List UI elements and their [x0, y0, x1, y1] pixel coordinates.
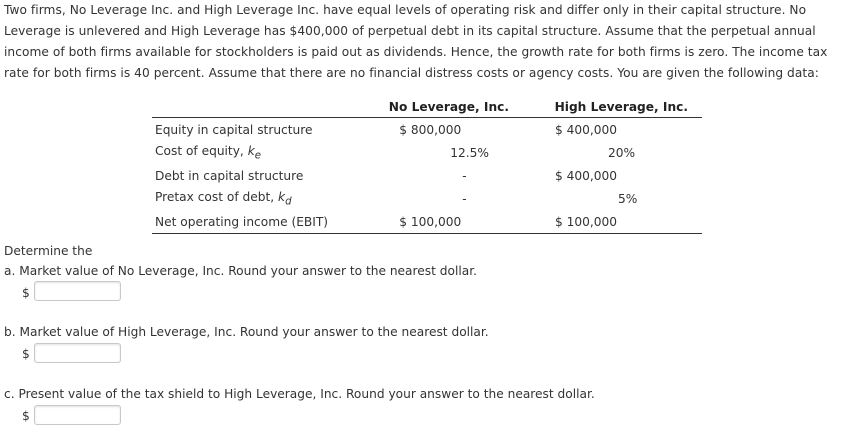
problem-statement: Two firms, No Leverage Inc. and High Leverage Inc. have equal levels of operating risk and differ only in their capital structure. No Leverage is unlevered and High Leverage has $400,000 of perpetual debt in its capital structure. Assume that the perpetual annual income of both firms available for stockholders is paid out as dividends. Hence, the growth rate for both firms is zero. The income tax rate for both firms is 40 percent. Assume that there are no financial distress costs or agency costs. You are given the following data: — [4, 3, 828, 80]
table-row — [152, 164, 702, 187]
table-header-high-leverage: High Leverage, Inc. — [509, 96, 702, 118]
row-label-debt: Debt in capital structure — [155, 168, 304, 183]
symbol-k: k — [247, 143, 255, 158]
no-leverage-equity-value: $ 800,000 — [399, 122, 462, 137]
symbol-subscript-e: e — [254, 150, 261, 162]
symbol-k: k — [278, 189, 286, 204]
no-leverage-debt-value: - — [462, 168, 467, 183]
table-row — [152, 210, 702, 234]
row-label-cost-of-equity: Cost of equity, $k_e$ — [155, 143, 261, 162]
table-row — [152, 187, 702, 210]
high-leverage-cost-of-debt-value: 5% — [618, 191, 638, 206]
no-leverage-cost-of-equity-value: 12.5% — [450, 145, 489, 160]
table-row — [152, 141, 702, 164]
currency-symbol-c: $ — [22, 409, 30, 423]
high-leverage-ebit-value: $ 100,000 — [555, 214, 618, 229]
determine-heading: Determine the — [4, 244, 93, 258]
data-table — [152, 96, 702, 234]
symbol-subscript-d: d — [285, 196, 292, 208]
no-leverage-ebit-value: $ 100,000 — [399, 214, 462, 229]
row-label-equity: Equity in capital structure — [155, 122, 313, 137]
answer-input-b[interactable] — [34, 343, 121, 363]
currency-symbol-b: $ — [22, 347, 30, 361]
high-leverage-equity-value: $ 400,000 — [555, 122, 618, 137]
high-leverage-cost-of-equity-value: 20% — [608, 145, 636, 160]
table-header-row — [152, 96, 702, 118]
no-leverage-cost-of-debt-value: - — [462, 191, 467, 206]
table-header-no-leverage: No Leverage, Inc. — [356, 96, 509, 118]
row-label-pretax-cost-of-debt: Pretax cost of debt, $k_d$ — [155, 189, 292, 208]
currency-symbol-a: $ — [22, 286, 30, 300]
answer-input-a[interactable] — [34, 281, 121, 301]
table-header-blank — [152, 96, 356, 118]
question-b-text: b. Market value of High Leverage, Inc. Round your answer to the nearest dollar. — [4, 325, 489, 339]
question-a-text: a. Market value of No Leverage, Inc. Round your answer to the nearest dollar. — [4, 264, 477, 278]
answer-input-c[interactable] — [34, 405, 121, 425]
question-c-text: c. Present value of the tax shield to High Leverage, Inc. Round your answer to the nearest dollar. — [4, 387, 595, 401]
high-leverage-debt-value: $ 400,000 — [555, 168, 618, 183]
table-row — [152, 118, 702, 142]
row-label-ebit: Net operating income (EBIT) — [152, 210, 356, 234]
